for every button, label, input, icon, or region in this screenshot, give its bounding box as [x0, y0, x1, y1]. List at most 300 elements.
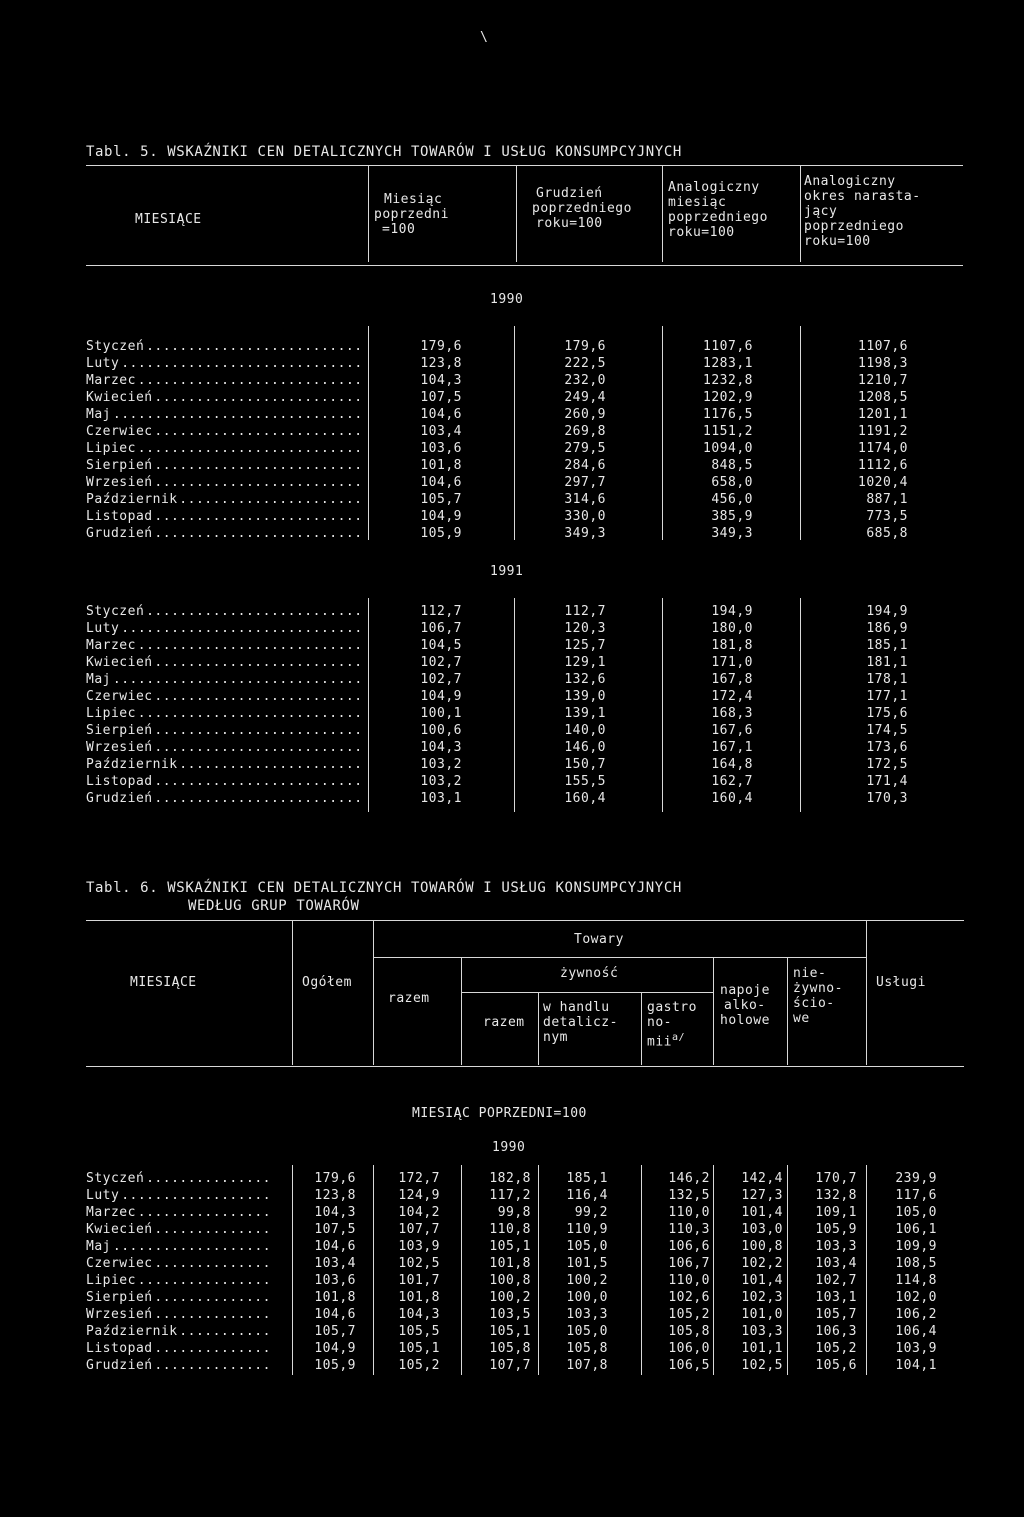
row-label: Kwiecień [86, 655, 153, 670]
table-row [86, 706, 966, 723]
table-row [86, 740, 966, 757]
leader-dots: ............... [146, 1171, 271, 1186]
table-row [86, 1256, 966, 1273]
leader-dots: .............. [154, 1290, 271, 1305]
row-value: 106,4 [895, 1324, 937, 1339]
leader-dots: ........................... [137, 441, 363, 456]
row-label: Sierpień [86, 458, 153, 473]
row-value: 109,1 [815, 1205, 857, 1220]
row-label: Listopad [86, 1341, 153, 1356]
leader-dots: ................... [112, 1239, 272, 1254]
table-row [86, 1188, 966, 1205]
row-label: Czerwiec [86, 424, 153, 439]
table-row [86, 1205, 966, 1222]
t5-header-col1: Miesiąc poprzedni =100 [374, 192, 449, 237]
row-value: 104,6 [314, 1239, 356, 1254]
row-label: Wrzesień [86, 740, 153, 755]
row-value: 100,2 [489, 1290, 531, 1305]
row-value: 249,4 [564, 390, 606, 405]
row-value: 174,5 [866, 723, 908, 738]
leader-dots: ........................... [137, 706, 363, 721]
row-value: 124,9 [398, 1188, 440, 1203]
row-value: 105,1 [398, 1341, 440, 1356]
row-value: 108,5 [895, 1256, 937, 1271]
row-value: 179,6 [314, 1171, 356, 1186]
leader-dots: .............. [154, 1341, 271, 1356]
table-row [86, 390, 966, 407]
t6-header-uslugi: Usługi [876, 975, 926, 990]
leader-dots: .............................. [112, 407, 363, 422]
row-value: 173,6 [866, 740, 908, 755]
row-value: 105,2 [668, 1307, 710, 1322]
row-value: 160,4 [564, 791, 606, 806]
row-value: 102,5 [741, 1358, 783, 1373]
row-value: 101,1 [741, 1341, 783, 1356]
row-label: Październik [86, 1324, 178, 1339]
table-row [86, 526, 966, 543]
leader-dots: ...................... [179, 757, 363, 772]
row-label: Luty [86, 356, 120, 371]
row-value: 120,3 [564, 621, 606, 636]
row-value: 1191,2 [858, 424, 908, 439]
row-value: 146,2 [668, 1171, 710, 1186]
t6-rows [86, 1171, 966, 1375]
table-row [86, 509, 966, 526]
table5-title: Tabl. 5. WSKAŹNIKI CEN DETALICZNYCH TOWARÓW I USŁUG KONSUMPCYJNYCH [86, 144, 682, 160]
row-value: 102,2 [741, 1256, 783, 1271]
row-value: 110,3 [668, 1222, 710, 1237]
row-value: 349,3 [711, 526, 753, 541]
row-value: 107,7 [489, 1358, 531, 1373]
row-value: 123,8 [314, 1188, 356, 1203]
row-value: 103,9 [895, 1341, 937, 1356]
row-value: 178,1 [866, 672, 908, 687]
row-value: 110,8 [489, 1222, 531, 1237]
row-value: 105,9 [815, 1222, 857, 1237]
table-row [86, 655, 966, 672]
row-value: 105,8 [566, 1341, 608, 1356]
row-value: 1094,0 [703, 441, 753, 456]
row-value: 100,6 [420, 723, 462, 738]
row-value: 182,8 [489, 1171, 531, 1186]
row-value: 101,0 [741, 1307, 783, 1322]
row-value: 172,7 [398, 1171, 440, 1186]
row-value: 232,0 [564, 373, 606, 388]
row-label: Lipiec [86, 1273, 136, 1288]
row-value: 284,6 [564, 458, 606, 473]
row-value: 1210,7 [858, 373, 908, 388]
leader-dots: ......................... [154, 723, 363, 738]
t6-header-zyw-razem: razem [483, 1015, 525, 1030]
t6-header-ogolem: Ogółem [302, 975, 352, 990]
row-value: 658,0 [711, 475, 753, 490]
table-row [86, 1239, 966, 1256]
row-value: 162,7 [711, 774, 753, 789]
page-mark: \ [480, 30, 489, 45]
row-value: 132,6 [564, 672, 606, 687]
row-label: Marzec [86, 373, 136, 388]
row-value: 194,9 [866, 604, 908, 619]
row-value: 104,3 [398, 1307, 440, 1322]
row-value: 330,0 [564, 509, 606, 524]
leader-dots: ................ [137, 1205, 272, 1220]
t5-header-col3: Analogiczny miesiąc poprzedniego roku=100 [668, 180, 768, 240]
row-value: 1283,1 [703, 356, 753, 371]
row-label: Marzec [86, 638, 136, 653]
t6-header-gastro: gastro no- mii$^{a/}$ [647, 1000, 697, 1050]
row-value: 260,9 [564, 407, 606, 422]
row-value: 132,5 [668, 1188, 710, 1203]
t5-1991-rows [86, 604, 966, 808]
row-label: Luty [86, 621, 120, 636]
row-value: 105,2 [815, 1341, 857, 1356]
table6-title-line1: Tabl. 6. WSKAŹNIKI CEN DETALICZNYCH TOWARÓW I USŁUG KONSUMPCYJNYCH [86, 880, 682, 896]
row-value: 164,8 [711, 757, 753, 772]
row-label: Sierpień [86, 1290, 153, 1305]
table-row [86, 1171, 966, 1188]
row-value: 103,9 [398, 1239, 440, 1254]
row-value: 1232,8 [703, 373, 753, 388]
row-value: 104,3 [420, 740, 462, 755]
row-value: 105,0 [895, 1205, 937, 1220]
row-value: 102,6 [668, 1290, 710, 1305]
row-value: 100,1 [420, 706, 462, 721]
table-row [86, 621, 966, 638]
row-value: 102,5 [398, 1256, 440, 1271]
row-value: 103,6 [314, 1273, 356, 1288]
row-value: 104,3 [420, 373, 462, 388]
row-value: 105,9 [420, 526, 462, 541]
row-value: 110,0 [668, 1205, 710, 1220]
t6-header-napoje: napoje alko- holowe [720, 983, 770, 1028]
row-value: 101,8 [398, 1290, 440, 1305]
row-value: 100,2 [566, 1273, 608, 1288]
row-value: 102,3 [741, 1290, 783, 1305]
row-label: Lipiec [86, 706, 136, 721]
t5-header-col4: Analogiczny okres narasta- jący poprzedniego roku=100 [804, 174, 921, 249]
row-value: 185,1 [866, 638, 908, 653]
row-label: Luty [86, 1188, 120, 1203]
row-value: 155,5 [564, 774, 606, 789]
leader-dots: ........................... [137, 638, 363, 653]
leader-dots: ............................. [121, 356, 363, 371]
leader-dots: ......................... [154, 458, 363, 473]
row-value: 127,3 [741, 1188, 783, 1203]
table-row [86, 723, 966, 740]
row-value: 1176,5 [703, 407, 753, 422]
row-value: 139,1 [564, 706, 606, 721]
leader-dots: ................ [137, 1273, 272, 1288]
leader-dots: ......................... [154, 526, 363, 541]
leader-dots: ......................... [154, 475, 363, 490]
row-value: 104,2 [398, 1205, 440, 1220]
row-label: Czerwiec [86, 1256, 153, 1271]
t6-year-1990: 1990 [492, 1140, 526, 1155]
row-value: 170,7 [815, 1171, 857, 1186]
row-value: 105,8 [489, 1341, 531, 1356]
row-label: Styczeń [86, 339, 145, 354]
table-row [86, 441, 966, 458]
row-value: 105,0 [566, 1324, 608, 1339]
row-value: 170,3 [866, 791, 908, 806]
row-value: 279,5 [564, 441, 606, 456]
row-label: Maj [86, 672, 111, 687]
leader-dots: ......................... [154, 740, 363, 755]
row-value: 172,5 [866, 757, 908, 772]
leader-dots: ......................... [154, 655, 363, 670]
row-value: 107,5 [420, 390, 462, 405]
row-value: 105,1 [489, 1324, 531, 1339]
row-label: Grudzień [86, 1358, 153, 1373]
row-label: Październik [86, 757, 178, 772]
row-value: 171,0 [711, 655, 753, 670]
table-row [86, 638, 966, 655]
row-label: Listopad [86, 774, 153, 789]
row-value: 106,2 [895, 1307, 937, 1322]
row-label: Wrzesień [86, 1307, 153, 1322]
row-value: 103,2 [420, 774, 462, 789]
row-value: 109,9 [895, 1239, 937, 1254]
row-value: 1112,6 [858, 458, 908, 473]
row-value: 103,1 [420, 791, 462, 806]
row-value: 105,6 [815, 1358, 857, 1373]
row-value: 117,2 [489, 1188, 531, 1203]
t5-1990-rows [86, 339, 966, 543]
row-value: 101,8 [420, 458, 462, 473]
row-value: 104,6 [314, 1307, 356, 1322]
row-value: 105,7 [815, 1307, 857, 1322]
row-value: 129,1 [564, 655, 606, 670]
leader-dots: ......................... [154, 509, 363, 524]
row-value: 117,6 [895, 1188, 937, 1203]
table6-title-line2: WEDŁUG GRUP TOWARÓW [188, 898, 360, 914]
table-row [86, 1222, 966, 1239]
row-value: 1202,9 [703, 390, 753, 405]
row-value: 172,4 [711, 689, 753, 704]
row-value: 103,3 [566, 1307, 608, 1322]
row-value: 105,7 [420, 492, 462, 507]
row-value: 1198,3 [858, 356, 908, 371]
row-value: 103,4 [420, 424, 462, 439]
row-value: 105,5 [398, 1324, 440, 1339]
row-label: Listopad [86, 509, 153, 524]
row-value: 168,3 [711, 706, 753, 721]
row-value: 314,6 [564, 492, 606, 507]
row-value: 106,5 [668, 1358, 710, 1373]
row-value: 105,1 [489, 1239, 531, 1254]
row-value: 112,7 [564, 604, 606, 619]
leader-dots: ........... [179, 1324, 271, 1339]
table-row [86, 791, 966, 808]
row-value: 101,5 [566, 1256, 608, 1271]
row-value: 104,6 [420, 407, 462, 422]
table-row [86, 424, 966, 441]
row-value: 685,8 [866, 526, 908, 541]
t6-header-towary: Towary [574, 932, 624, 947]
row-label: Kwiecień [86, 1222, 153, 1237]
table-row [86, 774, 966, 791]
table-row [86, 757, 966, 774]
leader-dots: ......................... [154, 689, 363, 704]
t6-header-miesiace: MIESIĄCE [130, 975, 197, 990]
row-value: 105,2 [398, 1358, 440, 1373]
table-row [86, 689, 966, 706]
row-value: 1107,6 [858, 339, 908, 354]
row-value: 167,8 [711, 672, 753, 687]
row-label: Maj [86, 1239, 111, 1254]
row-value: 167,1 [711, 740, 753, 755]
row-value: 179,6 [420, 339, 462, 354]
row-value: 179,6 [564, 339, 606, 354]
table-row [86, 672, 966, 689]
table-row [86, 356, 966, 373]
leader-dots: .............. [154, 1358, 271, 1373]
row-label: Maj [86, 407, 111, 422]
t5-header-miesiace: MIESIĄCE [135, 212, 202, 227]
row-value: 105,9 [314, 1358, 356, 1373]
row-value: 101,7 [398, 1273, 440, 1288]
leader-dots: ...................... [179, 492, 363, 507]
leader-dots: .......................... [146, 604, 363, 619]
table-row [86, 339, 966, 356]
leader-dots: ......................... [154, 390, 363, 405]
t6-header-niezywn: nie- żywno- ścio- we [793, 966, 843, 1026]
row-value: 107,7 [398, 1222, 440, 1237]
row-value: 1107,6 [703, 339, 753, 354]
row-value: 100,8 [489, 1273, 531, 1288]
row-value: 1020,4 [858, 475, 908, 490]
row-label: Grudzień [86, 526, 153, 541]
row-value: 297,7 [564, 475, 606, 490]
row-value: 132,8 [815, 1188, 857, 1203]
table-row [86, 1324, 966, 1341]
row-value: 102,7 [815, 1273, 857, 1288]
row-value: 103,5 [489, 1307, 531, 1322]
row-value: 175,6 [866, 706, 908, 721]
table-row [86, 604, 966, 621]
row-value: 102,7 [420, 655, 462, 670]
row-value: 385,9 [711, 509, 753, 524]
row-value: 185,1 [566, 1171, 608, 1186]
row-value: 848,5 [711, 458, 753, 473]
row-value: 123,8 [420, 356, 462, 371]
row-value: 150,7 [564, 757, 606, 772]
row-value: 101,8 [489, 1256, 531, 1271]
row-value: 112,7 [420, 604, 462, 619]
row-value: 222,5 [564, 356, 606, 371]
leader-dots: ......................... [154, 774, 363, 789]
row-value: 142,4 [741, 1171, 783, 1186]
row-value: 102,7 [420, 672, 462, 687]
leader-dots: .............. [154, 1222, 271, 1237]
row-label: Sierpień [86, 723, 153, 738]
row-value: 103,2 [420, 757, 462, 772]
row-value: 104,6 [420, 475, 462, 490]
row-value: 1208,5 [858, 390, 908, 405]
row-value: 106,3 [815, 1324, 857, 1339]
row-value: 104,5 [420, 638, 462, 653]
row-value: 773,5 [866, 509, 908, 524]
row-value: 107,8 [566, 1358, 608, 1373]
row-value: 110,9 [566, 1222, 608, 1237]
t5-year-1990: 1990 [490, 292, 524, 307]
table-row [86, 1273, 966, 1290]
row-value: 103,1 [815, 1290, 857, 1305]
row-value: 99,2 [574, 1205, 608, 1220]
t6-header-zywnosc: żywność [560, 966, 619, 981]
table-row [86, 373, 966, 390]
leader-dots: ......................... [154, 791, 363, 806]
row-value: 181,1 [866, 655, 908, 670]
leader-dots: ......................... [154, 424, 363, 439]
row-value: 103,4 [314, 1256, 356, 1271]
row-value: 140,0 [564, 723, 606, 738]
row-value: 105,7 [314, 1324, 356, 1339]
row-value: 194,9 [711, 604, 753, 619]
t5-year-1991: 1991 [490, 564, 524, 579]
row-value: 103,6 [420, 441, 462, 456]
table-row [86, 1341, 966, 1358]
table-row [86, 492, 966, 509]
row-label: Styczeń [86, 1171, 145, 1186]
table-row [86, 458, 966, 475]
t6-subtitle: MIESIĄC POPRZEDNI=100 [412, 1106, 587, 1121]
row-value: 104,1 [895, 1358, 937, 1373]
leader-dots: ............................. [121, 621, 363, 636]
row-label: Kwiecień [86, 390, 153, 405]
row-value: 104,9 [420, 509, 462, 524]
row-value: 349,3 [564, 526, 606, 541]
t6-header-razem: razem [388, 991, 430, 1006]
row-value: 105,0 [566, 1239, 608, 1254]
t6-header-w-handlu: w handlu detalicz- nym [543, 1000, 618, 1045]
row-label: Grudzień [86, 791, 153, 806]
row-label: Marzec [86, 1205, 136, 1220]
row-value: 181,8 [711, 638, 753, 653]
row-value: 139,0 [564, 689, 606, 704]
t5-header-col2: Grudzień poprzedniego roku=100 [532, 186, 632, 231]
row-value: 103,4 [815, 1256, 857, 1271]
row-value: 105,8 [668, 1324, 710, 1339]
row-value: 106,6 [668, 1239, 710, 1254]
row-value: 160,4 [711, 791, 753, 806]
row-label: Październik [86, 492, 178, 507]
row-label: Wrzesień [86, 475, 153, 490]
row-label: Lipiec [86, 441, 136, 456]
row-value: 103,0 [741, 1222, 783, 1237]
table-row [86, 475, 966, 492]
row-value: 100,8 [741, 1239, 783, 1254]
table-row [86, 1290, 966, 1307]
row-value: 101,4 [741, 1205, 783, 1220]
row-label: Styczeń [86, 604, 145, 619]
row-value: 171,4 [866, 774, 908, 789]
row-value: 104,9 [420, 689, 462, 704]
row-value: 456,0 [711, 492, 753, 507]
row-value: 1201,1 [858, 407, 908, 422]
row-value: 102,0 [895, 1290, 937, 1305]
row-value: 186,9 [866, 621, 908, 636]
row-value: 1151,2 [703, 424, 753, 439]
row-value: 103,3 [815, 1239, 857, 1254]
row-value: 107,5 [314, 1222, 356, 1237]
row-value: 106,1 [895, 1222, 937, 1237]
row-value: 104,3 [314, 1205, 356, 1220]
leader-dots: .............................. [112, 672, 363, 687]
leader-dots: .............. [154, 1307, 271, 1322]
row-value: 99,8 [497, 1205, 531, 1220]
leader-dots: .......................... [146, 339, 363, 354]
